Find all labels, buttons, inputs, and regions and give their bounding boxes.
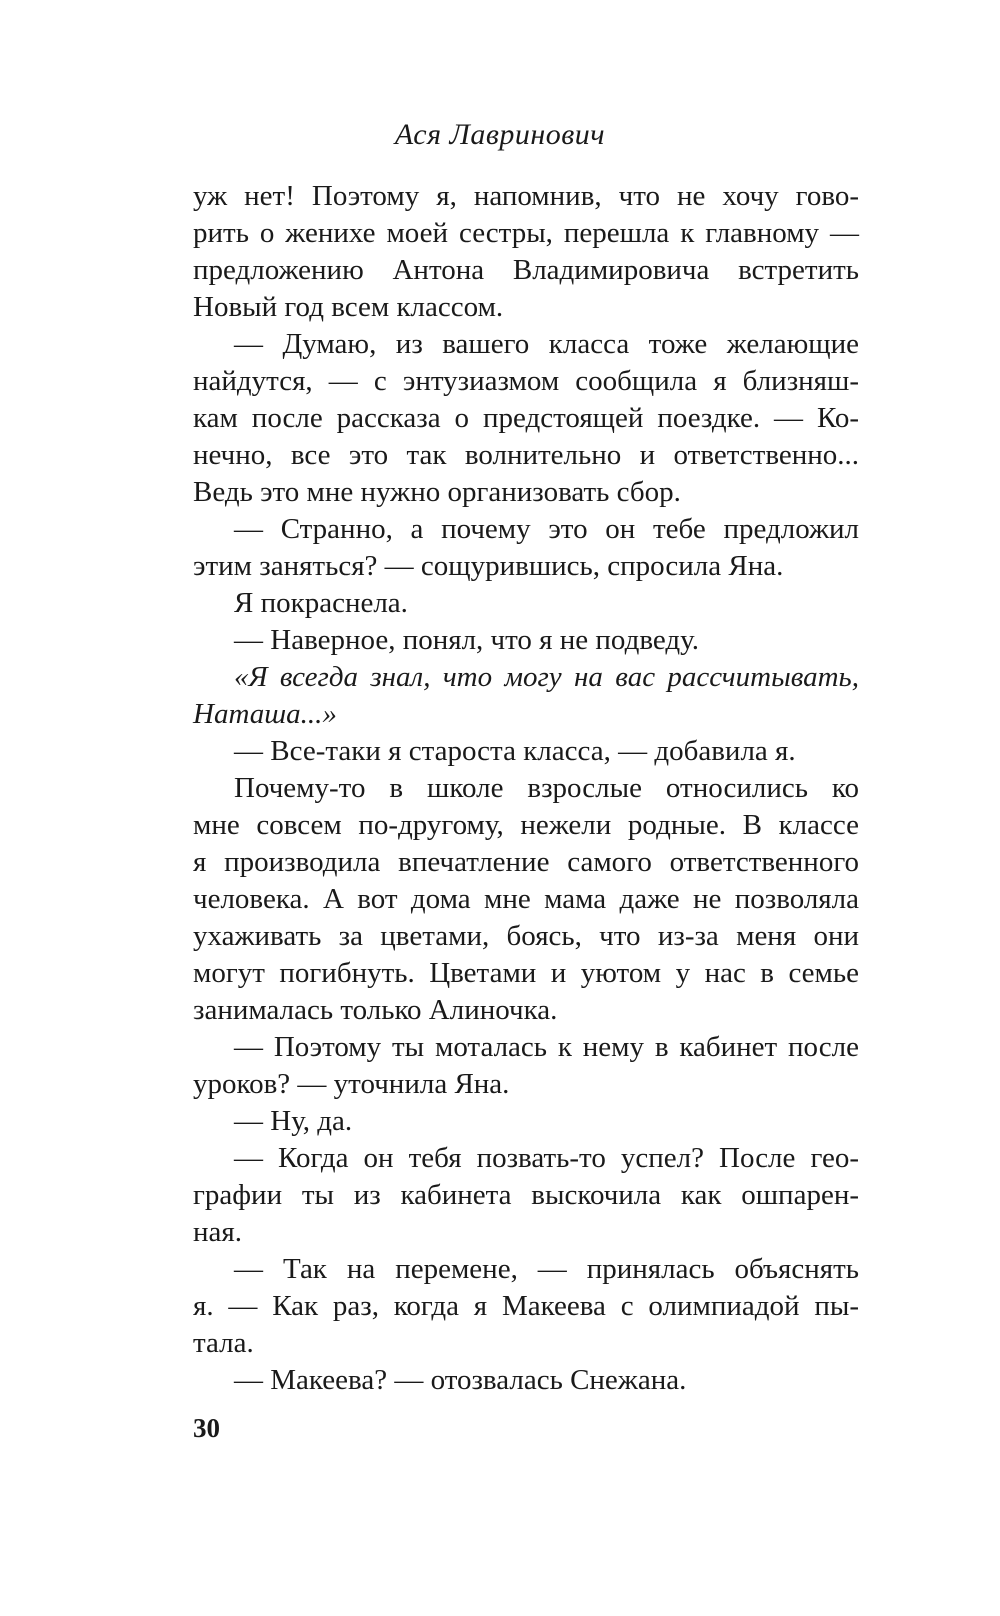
page-number: 30 (193, 1413, 220, 1443)
text-line: я производила впечатление самого ответственного (193, 846, 859, 878)
text-line: — Ну, да. (234, 1105, 353, 1137)
text-line: ухаживать за цветами, боясь, что из-за меня они (193, 920, 859, 952)
running-head-author: Ася Лавринович (394, 118, 606, 151)
text-line: могут погибнуть. Цветами и уютом у нас в семье (193, 957, 859, 989)
text-line: Я покраснела. (234, 587, 408, 619)
text-line: — Макеева? — отозвалась Снежана. (234, 1364, 687, 1396)
text-line: Новый год всем классом. (193, 291, 504, 323)
text-line: рить о женихе моей сестры, перешла к главному — (193, 217, 859, 249)
text-line: занималась только Алиночка. (193, 994, 558, 1026)
text-line: нечно, все это так волнительно и ответственно... (193, 439, 859, 471)
text-line: Наташа...» (193, 698, 337, 730)
text-line: человека. А вот дома мне мама даже не позволяла (193, 883, 859, 915)
text-line: — Странно, а почему это он тебе предложил (234, 513, 859, 545)
body-text (193, 178, 859, 1399)
text-line: мне совсем по-другому, нежели родные. В классе (193, 809, 859, 841)
text-line: ная. (193, 1216, 242, 1248)
text-line: — Наверное, понял, что я не подведу. (234, 624, 699, 656)
text-line: этим заняться? — сощурившись, спросила Яна. (193, 550, 784, 582)
text-line: — Когда он тебя позвать-то успел? После гео- (234, 1142, 859, 1174)
text-line: я. — Как раз, когда я Макеева с олимпиадой пы- (193, 1290, 859, 1322)
text-line: предложению Антона Владимировича встретить (193, 254, 859, 286)
text-line: уж нет! Поэтому я, напомнив, что не хочу гово- (193, 180, 859, 212)
text-line: — Все-таки я староста класса, — добавила я. (234, 735, 796, 767)
text-line: кам после рассказа о предстоящей поездке. — Ко- (193, 402, 859, 434)
text-line: — Думаю, из вашего класса тоже желающие (234, 328, 859, 360)
text-line: Ведь это мне нужно организовать сбор. (193, 476, 681, 508)
text-line: «Я всегда знал, что могу на вас рассчитывать, (234, 661, 859, 693)
text-line: Почему-то в школе взрослые относились ко (234, 772, 859, 804)
text-line: — Так на перемене, — принялась объяснять (234, 1253, 859, 1285)
text-line: тала. (193, 1327, 254, 1359)
text-line: — Поэтому ты моталась к нему в кабинет после (234, 1031, 859, 1063)
text-line: найдутся, — с энтузиазмом сообщила я близняш- (193, 365, 859, 397)
text-line: графии ты из кабинета выскочила как ошпарен- (193, 1179, 859, 1211)
text-line: уроков? — уточнила Яна. (193, 1068, 510, 1100)
